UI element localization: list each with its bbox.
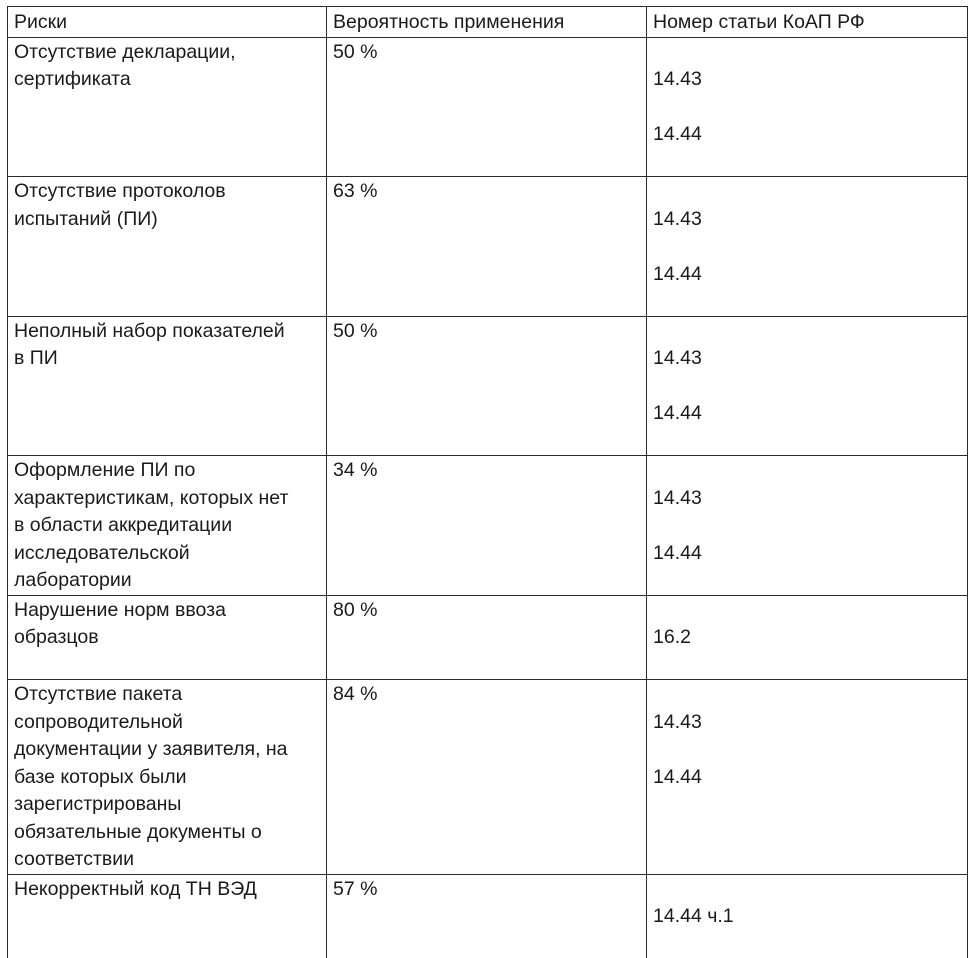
table-row <box>8 177 968 317</box>
article-number: 14.44 <box>653 262 702 285</box>
article-cell <box>647 177 968 317</box>
table-row <box>8 680 968 875</box>
header-article-number: Номер статьи КоАП РФ <box>647 7 968 38</box>
article-number: 14.43 <box>653 68 702 90</box>
probability-cell: 57 % <box>327 874 647 958</box>
probability-cell: 63 % <box>327 177 647 317</box>
risk-cell: Отсутствие протоколов испытаний (ПИ) <box>8 177 327 317</box>
article-number: 14.44 ч.1 <box>653 905 734 927</box>
article-number: 14.44 <box>653 765 702 788</box>
table-row <box>8 316 968 456</box>
article-number: 14.43 <box>653 207 702 230</box>
article-cell <box>647 595 968 680</box>
risk-cell: Нарушение норм ввоза образцов <box>8 595 327 680</box>
article-number: 14.43 <box>653 486 702 509</box>
article-cell <box>647 37 968 177</box>
article-number: 14.44 <box>653 541 702 564</box>
article-number: 16.2 <box>653 626 691 648</box>
table-row <box>8 595 968 680</box>
article-cell <box>647 316 968 456</box>
table-row <box>8 874 968 958</box>
table-row <box>8 456 968 596</box>
risk-table-container <box>7 6 967 958</box>
risk-cell: Отсутствие декларации, сертификата <box>8 37 327 177</box>
table-header-row <box>8 7 968 38</box>
risk-cell: Некорректный код ТН ВЭД <box>8 874 327 958</box>
header-probability: Вероятность применения <box>327 7 647 38</box>
article-cell <box>647 874 968 958</box>
risk-cell: Отсутствие пакета сопроводительной документации у заявителя, на базе которых были зарегистрированы обязательные документы о соответствии <box>8 680 327 875</box>
probability-cell: 34 % <box>327 456 647 596</box>
article-number: 14.44 <box>653 402 702 424</box>
probability-cell: 50 % <box>327 316 647 456</box>
risk-cell: Оформление ПИ по характеристикам, которых нет в области аккредитации исследовательской лаборатории <box>8 456 327 596</box>
probability-cell: 84 % <box>327 680 647 875</box>
article-number: 14.43 <box>653 347 702 369</box>
article-number: 14.43 <box>653 710 702 733</box>
header-risks: Риски <box>8 7 327 38</box>
risk-table <box>7 6 968 958</box>
risk-cell: Неполный набор показателей в ПИ <box>8 316 327 456</box>
article-cell <box>647 680 968 875</box>
article-number: 14.44 <box>653 123 702 145</box>
probability-cell: 50 % <box>327 37 647 177</box>
article-cell <box>647 456 968 596</box>
table-row <box>8 37 968 177</box>
probability-cell: 80 % <box>327 595 647 680</box>
